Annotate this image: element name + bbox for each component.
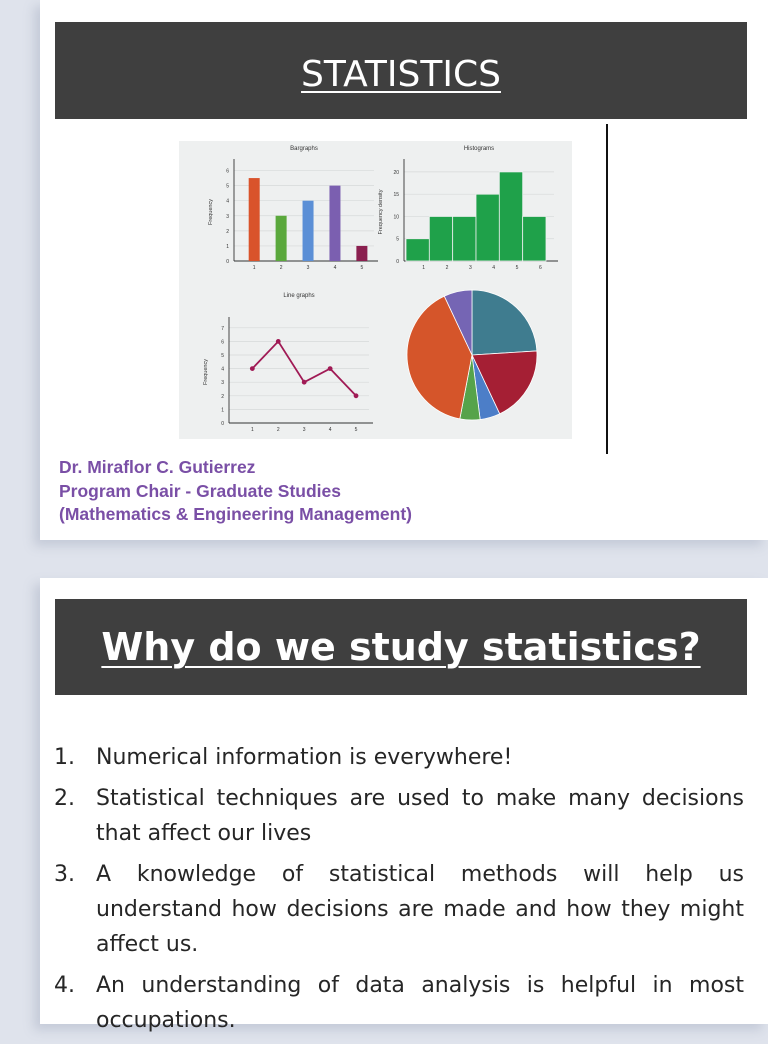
list-number: 4. <box>54 973 75 998</box>
chart-title: Bargraphs <box>290 146 318 152</box>
author-block <box>59 456 412 527</box>
y-tick-label: 10 <box>393 214 399 221</box>
x-tick-label: 1 <box>250 427 254 433</box>
list-text: A knowledge of statistical methods will help us understand how decisions are made and how they might affect us. <box>96 862 744 957</box>
y-tick-label: 7 <box>221 325 224 332</box>
x-tick-label: 3 <box>306 265 310 271</box>
bar <box>276 216 287 261</box>
x-tick-label: 5 <box>515 265 519 271</box>
author-department: (Mathematics & Engineering Management) <box>59 504 412 524</box>
y-tick-label: 2 <box>221 393 224 400</box>
x-tick-label: 2 <box>279 265 283 271</box>
author-position: Program Chair - Graduate Studies <box>59 480 342 501</box>
y-axis-label: Frequency <box>203 359 209 385</box>
title-bar <box>55 599 747 695</box>
slide-title: STATISTICS <box>301 54 501 95</box>
x-tick-label: 2 <box>276 427 280 433</box>
author-name: Dr. Miraflor C. Gutierrez <box>59 457 256 477</box>
chart-title: Histograms <box>463 146 495 152</box>
y-tick-label: 15 <box>393 192 399 199</box>
y-tick-label: 0 <box>221 421 224 427</box>
vertical-divider <box>606 124 608 454</box>
y-tick-label: 5 <box>396 236 399 243</box>
list-item <box>54 968 744 1038</box>
bar <box>303 201 314 261</box>
x-tick-label: 3 <box>468 265 472 271</box>
y-tick-label: 3 <box>226 213 229 220</box>
y-tick-label: 5 <box>226 183 229 190</box>
histogram-bar <box>429 216 452 261</box>
list-text: An understanding of data analysis is helpful in most occupations. <box>96 973 744 1033</box>
charts-figure <box>179 141 572 439</box>
data-point <box>354 393 359 398</box>
bar <box>329 186 340 261</box>
histogram-bar <box>406 239 429 261</box>
y-tick-label: 3 <box>221 380 224 387</box>
x-tick-label: 4 <box>333 265 337 271</box>
y-tick-label: 4 <box>221 366 224 373</box>
list-number: 1. <box>54 745 75 770</box>
y-axis-label: Frequency <box>208 199 214 225</box>
y-tick-label: 20 <box>393 169 399 176</box>
x-tick-label: 5 <box>354 427 358 433</box>
list-item <box>54 781 744 851</box>
data-point <box>328 366 333 371</box>
x-tick-label: 5 <box>360 265 364 271</box>
x-tick-label: 3 <box>302 427 306 433</box>
chart-title: Line graphs <box>283 293 315 299</box>
list-number: 3. <box>54 862 75 887</box>
list-text: Numerical information is everywhere! <box>96 745 513 770</box>
x-tick-label: 1 <box>422 265 426 271</box>
slide-statistics <box>40 0 768 540</box>
y-axis-label: Frequency density <box>378 189 384 235</box>
x-tick-label: 2 <box>445 265 449 271</box>
data-point <box>250 366 255 371</box>
slide-why-study <box>40 578 768 1033</box>
y-tick-label: 1 <box>226 243 229 250</box>
charts-svg <box>179 141 572 439</box>
x-tick-label: 4 <box>492 265 496 271</box>
x-tick-label: 4 <box>328 427 332 433</box>
slide-title: Why do we study statistics? <box>101 625 701 669</box>
x-tick-label: 6 <box>538 265 542 271</box>
y-tick-label: 4 <box>226 198 229 205</box>
histogram-bar <box>453 216 476 261</box>
y-tick-label: 5 <box>221 353 224 359</box>
bar <box>356 246 367 261</box>
list-item <box>54 740 744 775</box>
y-tick-label: 1 <box>221 407 224 414</box>
y-tick-label: 6 <box>221 339 224 346</box>
histogram-bar <box>476 194 499 261</box>
y-tick-label: 6 <box>226 168 229 175</box>
pie-slice <box>472 290 537 355</box>
histogram-bar <box>523 216 546 261</box>
histogram-bar <box>499 172 522 261</box>
y-tick-label: 2 <box>226 228 229 235</box>
list-number: 2. <box>54 786 75 811</box>
list-item <box>54 857 744 962</box>
reasons-list <box>54 740 744 1044</box>
bar <box>249 178 260 261</box>
y-tick-label: 0 <box>226 259 229 265</box>
x-tick-label: 1 <box>252 265 256 271</box>
y-tick-label: 0 <box>396 259 399 265</box>
data-point <box>276 339 281 344</box>
data-point <box>302 380 307 385</box>
list-text: Statistical techniques are used to make many decisions that affect our lives <box>96 786 744 846</box>
title-bar <box>55 22 747 119</box>
